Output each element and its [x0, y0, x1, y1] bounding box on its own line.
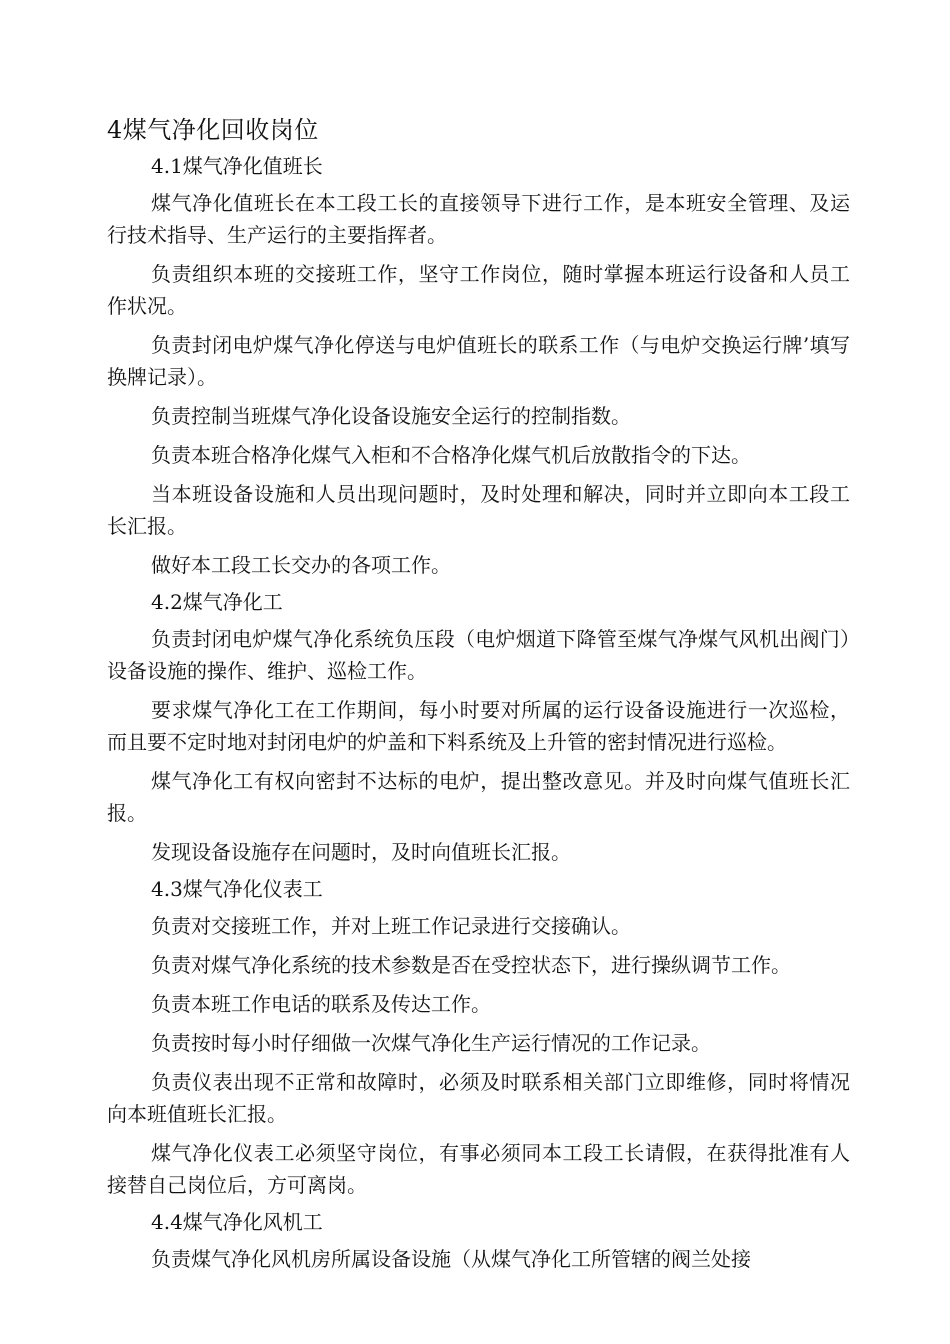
- section-4-2: [107, 588, 850, 868]
- section-4-4: [107, 1208, 850, 1275]
- paragraph: 煤气净化仪表工必须坚守岗位，有事必须同本工段工长请假，在获得批准有人接替自己岗位后，方可离岗。: [107, 1141, 850, 1197]
- section-heading: 4.3煤气净化仪表工: [151, 877, 323, 901]
- paragraph: 负责对交接班工作，并对上班工作记录进行交接确认。: [151, 914, 631, 938]
- paragraph: 做好本工段工长交办的各项工作。: [151, 553, 451, 577]
- paragraph: 要求煤气净化工在工作期间，每小时要对所属的运行设备设施进行一次巡检，而且要不定时地对封闭电炉的炉盖和下料系统及上升管的密封情况进行巡检。: [107, 698, 850, 754]
- paragraph: 负责按时每小时仔细做一次煤气净化生产运行情况的工作记录。: [151, 1031, 711, 1055]
- paragraph: 当本班设备设施和人员出现问题时，及时处理和解决，同时并立即向本工段工长汇报。: [107, 482, 850, 538]
- section-4-3: [107, 875, 850, 1201]
- section-heading: 4.4煤气净化风机工: [151, 1210, 323, 1234]
- paragraph: 煤气净化值班长在本工段工长的直接领导下进行工作，是本班安全管理、及运行技术指导、生产运行的主要指挥者。: [107, 191, 850, 247]
- paragraph: 负责煤气净化风机房所属设备设施（从煤气净化工所管辖的阀兰处接: [151, 1247, 751, 1271]
- section-heading: 4.2煤气净化工: [151, 590, 283, 614]
- paragraph: 发现设备设施存在问题时，及时向值班长汇报。: [151, 840, 571, 864]
- paragraph: 负责本班合格净化煤气入柜和不合格净化煤气机后放散指令的下达。: [151, 443, 751, 467]
- paragraph: 煤气净化工有权向密封不达标的电炉，提出整改意见。并及时向煤气值班长汇报。: [107, 769, 850, 825]
- document-body: [107, 112, 850, 1282]
- section-heading: 4.1煤气净化值班长: [151, 154, 323, 178]
- chapter-title: 4煤气净化回收岗位: [107, 116, 319, 144]
- paragraph: 负责仪表出现不正常和故障时，必须及时联系相关部门立即维修，同时将情况向本班值班长汇报。: [107, 1070, 850, 1126]
- section-4-1: [107, 152, 850, 581]
- paragraph: 负责对煤气净化系统的技术参数是否在受控状态下，进行操纵调节工作。: [151, 953, 791, 977]
- paragraph: 负责封闭电炉煤气净化停送与电炉值班长的联系工作（与电炉交换运行牌’填写换牌记录）。: [107, 333, 850, 389]
- paragraph: 负责本班工作电话的联系及传达工作。: [151, 992, 491, 1016]
- paragraph: 负责封闭电炉煤气净化系统负压段（电炉烟道下降管至煤气净煤气风机出阀门）设备设施的操作、维护、巡检工作。: [107, 627, 850, 683]
- paragraph: 负责组织本班的交接班工作，坚守工作岗位，随时掌握本班运行设备和人员工作状况。: [107, 262, 850, 318]
- paragraph: 负责控制当班煤气净化设备设施安全运行的控制指数。: [151, 404, 631, 428]
